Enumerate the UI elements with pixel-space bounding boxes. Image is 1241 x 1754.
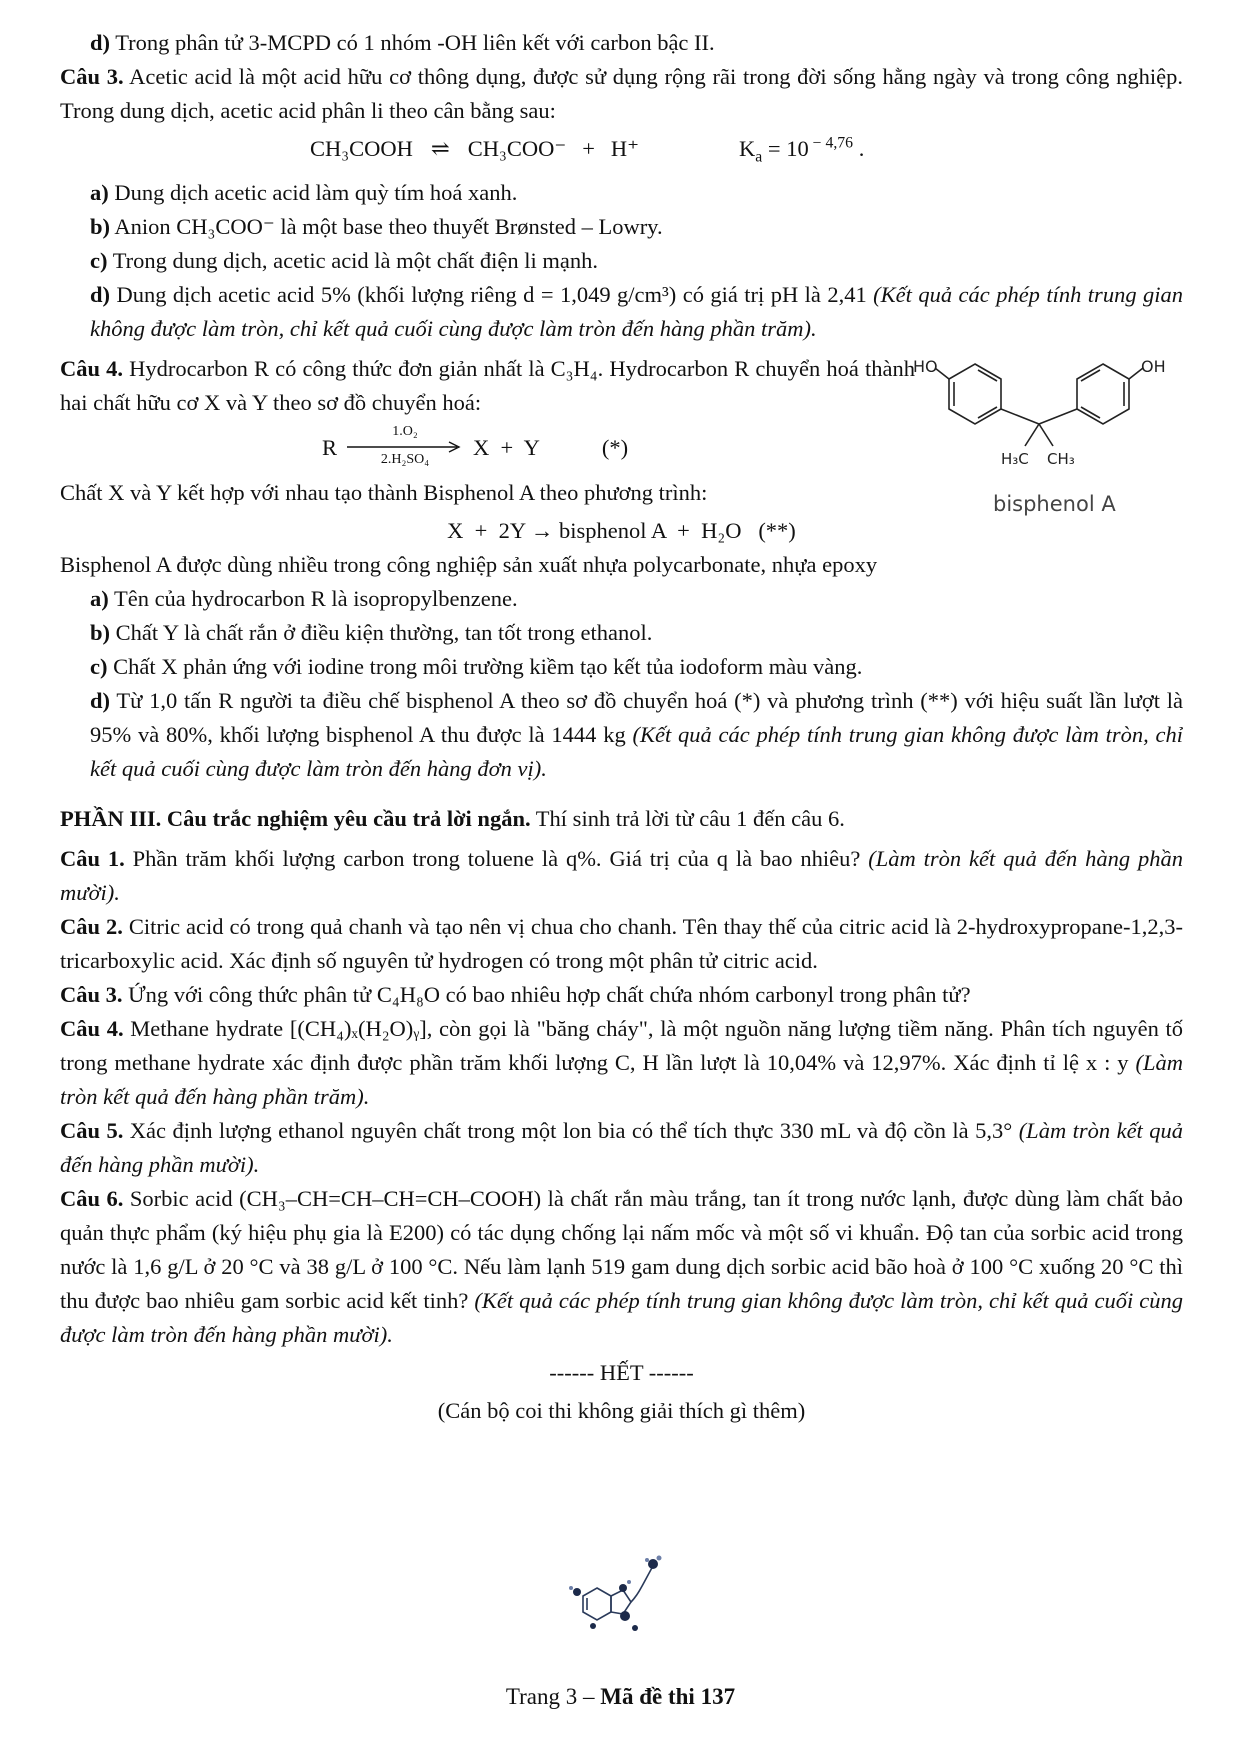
question-label: Câu 3. — [60, 982, 123, 1007]
q3-option-b — [60, 210, 1183, 244]
option-label: d) — [90, 688, 111, 713]
option-text: Trong phân tử 3-MCPD có 1 nhóm -OH liên kết với carbon bậc II. — [110, 30, 715, 55]
question-text: Acetic acid là một acid hữu cơ thông dụng, được sử dụng rộng rãi trong đời sống hằng ngày và trong công nghiệp. Trong dung dịch, acetic acid phân li theo cân bằng sau: — [60, 64, 1183, 123]
q4-combine-text: Chất X và Y kết hợp với nhau tạo thành Bisphenol A theo phương trình: — [60, 480, 708, 505]
q4-option-c — [60, 650, 1183, 684]
question-text: Sorbic acid (CH₃–CH=CH–CH=CH–COOH) là chất rắn màu trắng, tan ít trong nước lạnh, được dùng làm chất bảo quản thực phẩm (ký hiệu phụ gia là E200) có tác dụng chống lại nấm mốc và một số vi khuẩn. Độ tan của sorbic acid trong nước là 1,6 g/L ở 20 °C và 38 g/L ở 100 °C. Nếu làm lạnh 519 gam dung dịch sorbic acid bão hoà ở 100 °C xuống 20 °C thì thu được bao nhiêu gam sorbic acid kết tinh? — [60, 1186, 1184, 1313]
question-text: Xác định lượng ethanol nguyên chất trong một lon bia có thể tích thực 330 mL và độ cồn là 5,3° — [123, 1118, 1019, 1143]
ka-expression — [739, 132, 864, 166]
structure-oh-label: OH — [1141, 357, 1166, 376]
ka-sub: a — [755, 148, 763, 166]
ka-end: . — [853, 136, 865, 161]
question-note: (Làm tròn kết quả đến hàng phần trăm). — [60, 1050, 1183, 1109]
option-label: b) — [90, 214, 111, 239]
q4-option-b — [60, 616, 1183, 650]
structure-caption: bisphenol A — [993, 492, 1116, 516]
eq-plus: + — [582, 136, 595, 161]
q4-option-d — [60, 684, 1183, 786]
question-label: Câu 4. — [60, 356, 124, 381]
q3-option-d — [60, 278, 1183, 346]
question-text: Phần trăm khối lượng carbon trong toluene là q%. Giá trị của q là bao nhiêu? — [124, 846, 869, 871]
question-label: Câu 5. — [60, 1118, 124, 1143]
p3-question-6 — [60, 1182, 1183, 1352]
q2-option-d — [60, 26, 1183, 60]
option-label: a) — [90, 586, 109, 611]
option-text: Chất Y là chất rắn ở điều kiện thường, tan tốt trong ethanol. — [110, 620, 653, 645]
question-note: (Kết quả các phép tính trung gian không được làm tròn, chỉ kết quả cuối cùng được làm tròn đến hàng phần mười). — [60, 1288, 1184, 1347]
q4-option-a — [60, 582, 1183, 616]
option-note: (Kết quả các phép tính trung gian không được làm tròn, chỉ kết quả cuối cùng được làm tròn đến hàng phần trăm). — [90, 282, 1184, 341]
question-label: Câu 6. — [60, 1186, 124, 1211]
products-xy: X + Y — [473, 435, 540, 460]
structure-ch3-label: CH₃ — [1047, 450, 1075, 468]
reaction-arrow-icon — [345, 426, 465, 470]
option-label: c) — [90, 654, 108, 679]
option-note: (Kết quả các phép tính trung gian không được làm tròn, chỉ kết quả cuối cùng được làm tròn đến hàng đơn vị). — [90, 722, 1183, 781]
decorative-molecule-flower-icon — [565, 1552, 675, 1642]
option-label: b) — [90, 620, 111, 645]
end-marker: ------ HẾT ------ — [549, 1360, 694, 1385]
scheme-mark-1: (*) — [601, 435, 629, 460]
arrow-condition-top: 1.O₂ — [392, 424, 418, 439]
question-note: (Làm tròn kết quả đến hàng phần mười). — [60, 846, 1183, 905]
section-instructions: Thí sinh trả lời từ câu 1 đến câu 6. — [530, 806, 845, 831]
ka-exponent: − 4,76 — [808, 134, 854, 152]
q3-intro — [60, 60, 1183, 128]
option-text: Tên của hydrocarbon R là isopropylbenzene. — [108, 586, 518, 611]
proctor-note: (Cán bộ coi thi không giải thích gì thêm) — [437, 1398, 806, 1423]
ka-symbol: K — [739, 136, 756, 161]
acetic-equilibrium-equation — [60, 132, 1183, 176]
q3-option-a — [60, 176, 1183, 210]
option-text: Chất X phản ứng với iodine trong môi trường kiềm tạo kết tủa iodoform màu vàng. — [107, 654, 863, 679]
arrow-condition-bottom: 2.H₂SO₄ — [380, 452, 430, 467]
question-text: Hydrocarbon R có công thức đơn giản nhất là C₃H₄. Hydrocarbon R chuyển hoá thành hai chất hữu cơ X và Y theo sơ đồ chuyển hoá: — [60, 356, 916, 415]
section-title: PHẦN III. Câu trắc nghiệm yêu cầu trả lời ngắn. — [60, 806, 531, 831]
p3-question-3 — [60, 978, 1183, 1012]
option-label: d) — [90, 282, 111, 307]
question-text: Methane hydrate [(CH₄)ₓ(H₂O)ᵧ], còn gọi là "băng cháy", là một nguồn năng lượng tiềm năng. Phân tích nguyên tố trong methane hydrate xác định được phần trăm khối lượng C, H lần lượt là 10,04% và 12,97%. Xác định tỉ lệ x : y — [60, 1016, 1184, 1075]
q4-intro — [60, 352, 915, 420]
q3-option-c — [60, 244, 1183, 278]
p3-question-4 — [60, 1012, 1183, 1114]
question-label: Câu 2. — [60, 914, 123, 939]
question-label: Câu 1. — [60, 846, 125, 871]
question-label: Câu 4. — [60, 1016, 124, 1041]
part3-heading — [60, 802, 1183, 836]
option-text: Dung dịch acetic acid 5% (khối lượng riêng d = 1,049 g/cm³) có giá trị pH là 2,41 — [110, 282, 874, 307]
equilibrium-arrow-icon: ⇌ — [430, 136, 450, 161]
option-text: Từ 1,0 tấn R người ta điều chế bisphenol A theo sơ đồ chuyển hoá (*) và phương trình (**) với hiệu suất lần lượt là 95% và 80%, khối lượng bisphenol A thu được là 1444 kg — [90, 688, 1183, 747]
page-number: Trang 3 – — [505, 1684, 601, 1709]
page-footer — [0, 1680, 1241, 1714]
p3-question-2 — [60, 910, 1183, 978]
question-text: Citric acid có trong quả chanh và tạo nên vị chua cho chanh. Tên thay thế của citric acid là 2-hydroxypropane-1,2,3-tricarboxylic acid. Xác định số nguyên tử hydrogen có trong một phân tử citric acid. — [60, 914, 1183, 973]
bisphenol-a-structure — [913, 354, 1183, 524]
ka-equals: = 10 — [762, 136, 809, 161]
structure-ho-label: HO — [913, 357, 938, 376]
question-text: Ứng với công thức phân tử C₄H₈O có bao nhiêu hợp chất chứa nhóm carbonyl trong phân tử? — [122, 982, 971, 1007]
question-label: Câu 3. — [60, 64, 124, 89]
question-note: (Làm tròn kết quả đến hàng phần mười). — [60, 1118, 1183, 1177]
option-label: c) — [90, 248, 108, 273]
p3-question-1 — [60, 842, 1183, 910]
p3-question-5 — [60, 1114, 1183, 1182]
q4-usage: Bisphenol A được dùng nhiều trong công nghiệp sản xuất nhựa polycarbonate, nhựa epoxy — [60, 552, 878, 577]
structure-h3c-label: H₃C — [1001, 450, 1029, 468]
exam-code: Mã đề thi 137 — [600, 1684, 736, 1709]
option-text: Trong dung dịch, acetic acid là một chất điện li mạnh. — [107, 248, 599, 273]
eq-left: CH₃COOH — [310, 136, 413, 161]
eq-right-proton: H⁺ — [610, 136, 640, 161]
option-text: Dung dịch acetic acid làm quỳ tím hoá xanh. — [108, 180, 518, 205]
option-label: d) — [90, 30, 111, 55]
option-text: Anion CH₃COO⁻ là một base theo thuyết Brønsted – Lowry. — [110, 214, 663, 239]
bisphenol-equation: X + 2Y → bisphenol A + H₂O (**) — [447, 518, 796, 543]
eq-right-anion: CH₃COO⁻ — [467, 136, 567, 161]
reactant-r: R — [322, 435, 338, 460]
option-label: a) — [90, 180, 109, 205]
q4-block — [60, 352, 1183, 516]
